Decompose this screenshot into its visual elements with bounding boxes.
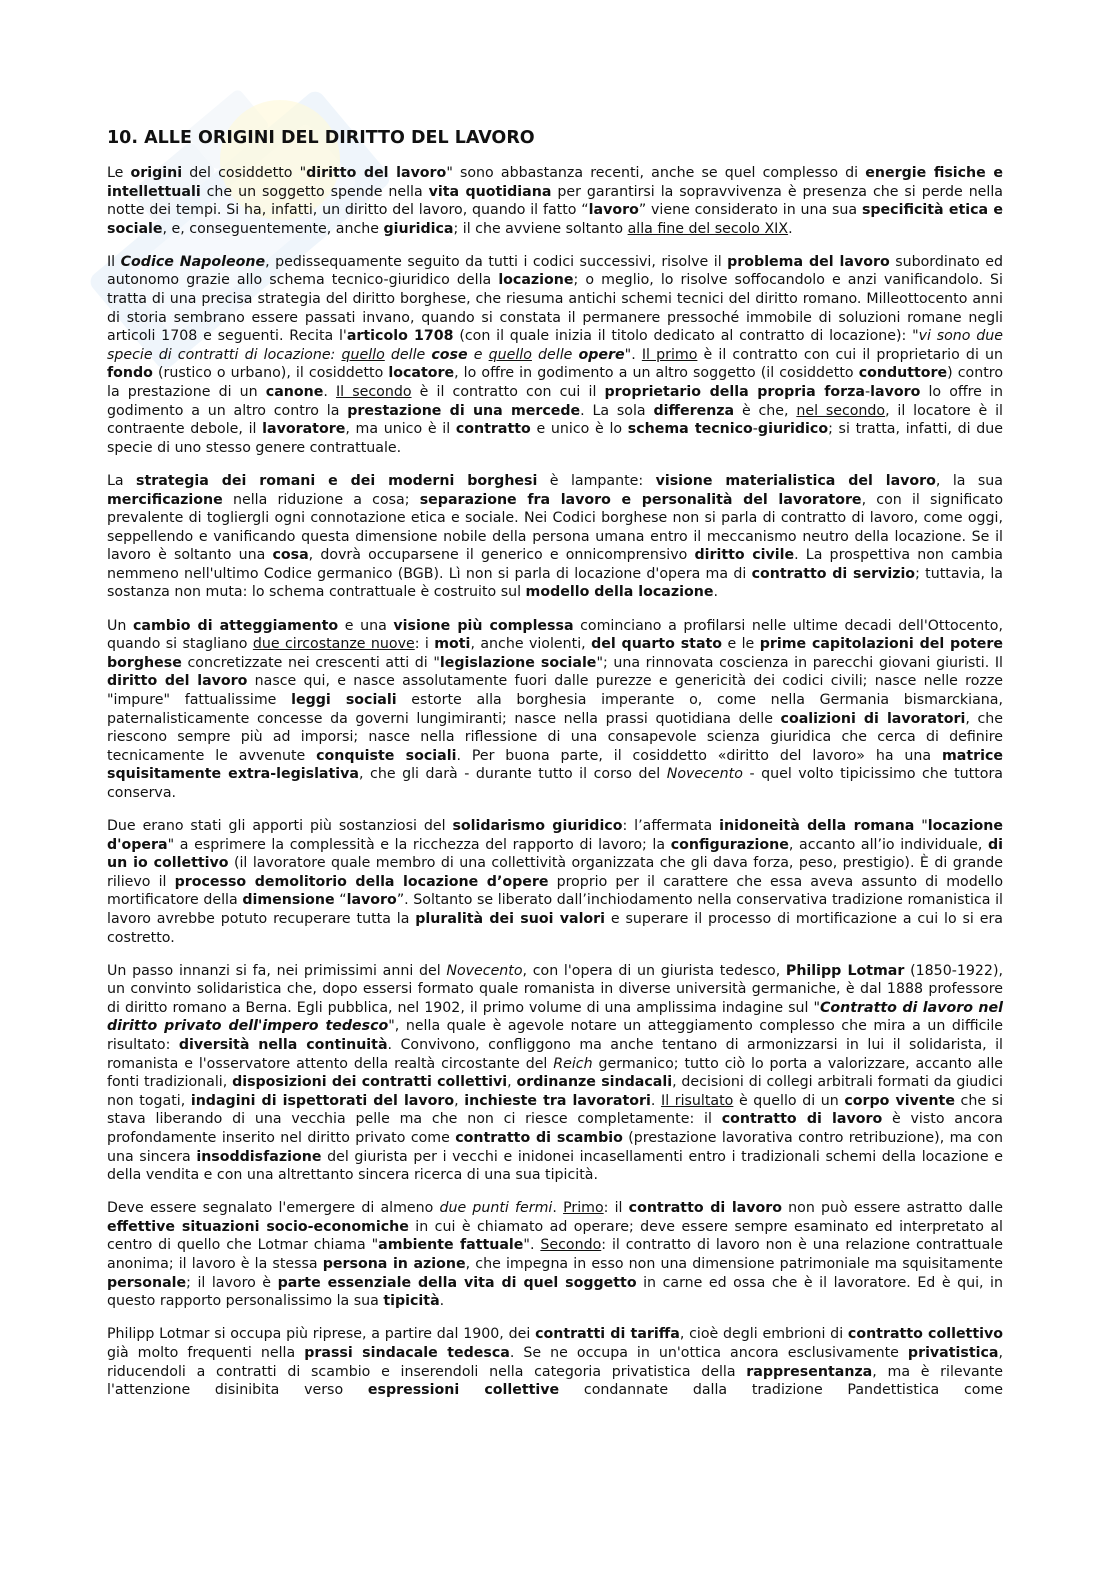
- text-run: Philipp Lotmar si occupa più riprese, a partire dal 1900, dei: [107, 1326, 536, 1343]
- paragraph: [107, 962, 1003, 1185]
- text-run: - quel volto tipicissimo che tuttora conserva.: [107, 766, 1003, 801]
- emphasis-text: canone: [265, 384, 324, 401]
- text-run: Un passo innanzi si fa, nei primissimi anni del: [107, 962, 447, 979]
- text-run: e unico è lo: [530, 421, 628, 438]
- text-run: Un: [107, 617, 133, 634]
- emphasis-text: contratto di lavoro: [628, 1200, 782, 1217]
- emphasis-text: modello della locazione: [525, 584, 714, 601]
- text-run: Le: [107, 165, 131, 181]
- emphasis-text: visione più complessa: [393, 617, 574, 634]
- text-run: Secondo: [540, 1237, 602, 1254]
- text-run: concretizzate nei crescenti atti di ": [181, 654, 440, 671]
- text-run: : il: [603, 1200, 629, 1217]
- emphasis-text: rappresentanza: [746, 1363, 873, 1380]
- emphasis-text: del quarto stato: [591, 636, 723, 653]
- paragraph: [107, 817, 1003, 947]
- text-run: . La prospettiva non cambia nemmeno nell'ultimo Codice germanico (BGB). Lì non si parla di locazione d'opera ma di: [107, 547, 1003, 582]
- emphasis-text: personale: [107, 1274, 187, 1291]
- emphasis-text: contratti di tariffa: [535, 1326, 680, 1343]
- emphasis-text: fondo: [107, 365, 153, 382]
- emphasis-text: giuridico: [757, 421, 829, 438]
- emphasis-text: giuridica: [383, 220, 454, 237]
- text-run: .: [439, 1293, 445, 1310]
- text-run: Il risultato: [661, 1092, 734, 1109]
- text-run: quello: [488, 346, 532, 363]
- text-run: Novecento: [666, 766, 743, 783]
- text-run: ; il che avviene soltanto: [453, 220, 628, 237]
- emphasis-text: schema tecnico: [627, 421, 753, 438]
- text-run: , che riescono sempre più ad imporsi; nasce nella riflessione di una consapevole scienza giuridica che cerca di definire tecnicamente le avvenute: [107, 710, 1003, 764]
- text-run: già molto frequenti nella: [107, 1344, 305, 1361]
- emphasis-text: persona in azione: [322, 1256, 466, 1273]
- text-run: , accanto all’io individuale,: [788, 836, 988, 853]
- paragraph: [107, 1199, 1003, 1311]
- text-run: alla fine del secolo XIX: [627, 220, 789, 237]
- emphasis-text: diritto del lavoro: [107, 673, 248, 690]
- emphasis-text: dimensione: [242, 892, 335, 909]
- text-run: , che gli darà - durante tutto il corso del: [358, 766, 667, 783]
- emphasis-text: cambio di atteggiamento: [132, 617, 339, 634]
- text-run: “: [334, 892, 347, 909]
- text-run: cominciano a profilarsi nelle ultime decadi dell'Ottocento, quando si stagliano: [107, 617, 1003, 653]
- emphasis-text: mercificazione: [107, 491, 223, 508]
- emphasis-text: inchieste tra lavoratori: [464, 1092, 651, 1109]
- emphasis-text: privatistica: [907, 1344, 999, 1361]
- emphasis-text: prime capitolazioni del potere borghese: [107, 636, 1003, 671]
- text-run: . La sola: [580, 402, 654, 419]
- text-run: ”. Soltanto se liberato dall’inchiodamento nella conservativa tradizione romanistica il lavoro avrebbe potuto recuperare tutta la: [107, 892, 1003, 927]
- text-run: ” viene considerato in una sua: [638, 202, 862, 219]
- emphasis-text: visione materialistica del lavoro: [655, 472, 936, 489]
- text-run: Novecento: [446, 962, 523, 979]
- text-run: ,: [507, 1074, 517, 1091]
- text-run: nel secondo: [796, 402, 886, 419]
- emphasis-text: conduttore: [858, 365, 948, 382]
- emphasis-text: contratto di servizio: [751, 565, 916, 582]
- text-run: ", nella quale è agevole notare un atteggiamento complesso che mira a un difficile risultato:: [107, 1018, 1003, 1054]
- text-run: , pedissequamente seguito da tutti i codici successivi, risolve il: [265, 253, 728, 270]
- text-run: è visto ancora profondamente inserito nel diritto privato come: [107, 1111, 1003, 1146]
- text-run: subordinato ed autonomo grazie allo schema tecnico-giuridico della: [107, 253, 1003, 289]
- emphasis-text: processo demolitorio della locazione d’opere: [174, 873, 549, 890]
- emphasis-text: articolo 1708: [346, 328, 454, 345]
- text-run: lo offre in godimento a un altro contro la: [107, 384, 1003, 419]
- emphasis-text: ordinanze sindacali: [516, 1074, 673, 1091]
- emphasis-text: conquiste sociali: [316, 747, 457, 764]
- text-run: del cosiddetto ": [182, 165, 307, 181]
- emphasis-text: parte essenziale della vita di quel soggetto: [277, 1274, 637, 1291]
- text-run: (prestazione lavorativa contro retribuzione), ma con una sincera: [107, 1130, 1004, 1165]
- emphasis-text: corpo vivente: [844, 1092, 955, 1109]
- emphasis-text: configurazione: [670, 836, 789, 853]
- text-run: germanico; tutto ciò lo porta a valorizzare, accanto alle fonti tradizionali,: [107, 1055, 1003, 1091]
- text-run: due punti fermi: [439, 1200, 553, 1217]
- emphasis-text: legislazione sociale: [439, 654, 597, 671]
- emphasis-text: matrice squisitamente extra-legislativa: [107, 747, 1003, 783]
- text-run: Primo: [563, 1200, 604, 1217]
- text-run: . Convivono, confliggono ma anche tentano di armonizzarsi in lui il solidarista, il romanista e l'osservatore attento della realtà circostante del: [107, 1037, 1003, 1072]
- text-run: Il primo: [641, 346, 698, 363]
- text-run: , con l'opera di un giurista tedesco,: [522, 962, 786, 979]
- emphasis-text: cosa: [272, 547, 309, 564]
- emphasis-text: differenza: [653, 402, 735, 419]
- emphasis-text: espressioni collettive: [367, 1382, 560, 1399]
- emphasis-text: strategia dei romani e dei moderni borghesi: [136, 472, 538, 489]
- text-run: Due erano stati gli apporti più sostanziosi del: [107, 818, 453, 834]
- emphasis-text: cose: [431, 346, 468, 363]
- text-run: per garantirsi la sopravvivenza è presenza che si perde nella notte dei tempi. Si ha, infatti, un diritto del lavoro, quando il fatto “: [107, 183, 1003, 219]
- emphasis-text: locatore: [388, 365, 455, 382]
- text-run: è il contratto con cui il proprietario di un: [697, 346, 1003, 363]
- emphasis-text: diritto del lavoro: [306, 165, 447, 181]
- text-run: e superare il processo di mortificazione a cui lo si era costretto.: [107, 910, 1003, 946]
- emphasis-text: energie fisiche e intellettuali: [107, 165, 1003, 200]
- text-run: , decisioni di collegi arbitrali formati da giudici non togati,: [107, 1074, 1003, 1109]
- text-run: condannate dalla tradizione Pandettistica come: [559, 1382, 1003, 1399]
- text-run: ; tuttavia, la sostanza non muta: lo schema contrattuale è costruito sul: [107, 565, 1003, 601]
- text-run: non può essere astratto dalle: [782, 1200, 1003, 1217]
- text-run: (rustico o urbano), il cosiddetto: [152, 365, 389, 382]
- text-run: quello: [341, 346, 385, 363]
- emphasis-text: prassi sindacale tedesca: [304, 1344, 510, 1361]
- text-run: , che impegna in esso non una dimensione patrimoniale ma squisitamente: [465, 1256, 1003, 1273]
- emphasis-text: proprietario della propria forza: [604, 384, 866, 401]
- text-run: delle: [384, 346, 432, 363]
- emphasis-text: contratto collettivo: [847, 1326, 1003, 1343]
- text-run: " a esprimere la complessità e la ricchezza del rapporto di lavoro; la: [167, 836, 671, 853]
- text-run: La: [107, 472, 137, 489]
- emphasis-text: vita quotidiana: [428, 183, 552, 200]
- emphasis-text: coalizioni di lavoratori: [780, 710, 966, 727]
- emphasis-text: diritto civile: [694, 547, 795, 564]
- text-run: "; una rinnovata coscienza in parecchi giovani giuristi. Il: [596, 654, 1003, 671]
- text-run: ; o meglio, lo risolve soffocandolo e anzi vanificandolo. Si tratta di una precisa strategia del diritto borghese, che riesuma antichi schemi tecnici del diritto romano. Milleottocento anni di storia sembrano essere passati invano, quando si constata il permanere pressoché immobile di soluzioni romane negli articoli 1708 e seguenti. Recita l': [107, 272, 1003, 345]
- document-body: [107, 164, 1003, 1400]
- emphasis-text: indagini di ispettorati del lavoro: [190, 1092, 455, 1109]
- paragraph: [107, 1325, 1003, 1399]
- text-run: -: [865, 384, 871, 401]
- text-run: ; il lavoro è: [186, 1274, 278, 1291]
- emphasis-text: opere: [578, 346, 625, 363]
- text-run: , con il significato prevalente di togliergli ogni connotazione etica e sociale. Nei Codici borghese non si parla di contratto di lavoro, come oggi, seppellendo e vanificando questa dimensione nobile della persona umana entro il meccanismo neutro della locazione. Se il lavoro è soltanto una: [107, 491, 1004, 564]
- emphasis-text: pluralità dei suoi valori: [415, 910, 606, 927]
- emphasis-text: effettive situazioni socio-economiche: [107, 1218, 409, 1235]
- emphasis-text: lavoro: [870, 384, 921, 401]
- text-run: " sono abbastanza recenti, anche se quel complesso di: [446, 165, 866, 181]
- emphasis-text: ambiente fattuale: [378, 1237, 524, 1254]
- emphasis-text: disposizioni dei contratti collettivi: [232, 1074, 508, 1091]
- emphasis-text: inidoneità della romana: [719, 818, 915, 834]
- text-run: : il contratto di lavoro non è una relazione contrattuale anonima; il lavoro è la stessa: [107, 1237, 1003, 1273]
- emphasis-text: origini: [130, 165, 183, 181]
- text-run: che si stava liberando di una vecchia pelle ma che non ci riesce completamente: il: [107, 1092, 1004, 1128]
- text-run: e: [467, 346, 489, 363]
- emphasis-text: lavoratore: [262, 421, 346, 438]
- emphasis-text: locazione: [498, 272, 574, 289]
- text-run: ".: [523, 1237, 541, 1254]
- emphasis-text: di un io collettivo: [107, 836, 1003, 872]
- text-run: delle: [531, 346, 579, 363]
- text-run: . Per buona parte, il cosiddetto «diritto del lavoro» ha una: [456, 747, 942, 764]
- text-run: , ma unico è il: [345, 421, 456, 438]
- emphasis-text: diversità nella continuità: [178, 1037, 388, 1054]
- text-run: ,: [454, 1092, 465, 1109]
- text-run: ": [914, 818, 928, 834]
- paragraph: [107, 253, 1003, 458]
- emphasis-text: moti: [434, 636, 471, 653]
- text-run: (1850-1922), un convinto solidaristica che, dopo essersi formato quale romanista in diverse università germaniche, è dal 1888 professore di diritto romano a Berna. Egli pubblica, nel 1902, il primo volume di una amplissima indagine sul ": [107, 962, 1003, 1016]
- text-run: .: [713, 584, 718, 601]
- text-run: , cioè degli embrioni di: [679, 1326, 848, 1343]
- text-run: proprio per il carattere che essa aveva assunto di modello mortificatore della: [107, 873, 1003, 909]
- text-run: due circostanze nuove: [252, 636, 415, 653]
- text-run: : l’affermata: [622, 818, 720, 834]
- text-run: .: [552, 1200, 564, 1217]
- text-run: . Se ne occupa in un'ottica ancora esclusivamente: [509, 1344, 908, 1361]
- emphasis-text: prestazione di una mercede: [347, 402, 581, 419]
- paragraph: [107, 164, 1003, 238]
- page-title: 10. ALLE ORIGINI DEL DIRITTO DEL LAVORO: [107, 128, 535, 148]
- text-run: vi sono due specie di contratti di locazione:: [107, 328, 1003, 363]
- emphasis-text: problema del lavoro: [727, 253, 890, 270]
- text-run: Il: [107, 253, 121, 270]
- text-run: : i: [414, 636, 435, 653]
- text-run: in cui è chiamato ad operare; deve essere sempre esaminato ed interpretato al centro di quello che Lotmar chiama ": [107, 1218, 1003, 1254]
- text-run: è il contratto con cui il: [411, 384, 605, 401]
- emphasis-text: separazione fra lavoro e personalità del lavoratore: [419, 491, 862, 508]
- emphasis-text: Contratto di lavoro nel diritto privato dell'impero tedesco: [107, 999, 1003, 1035]
- text-run: .: [788, 220, 793, 237]
- text-run: ; si tratta, infatti, di due specie di uno stesso genere contrattuale.: [107, 421, 1003, 456]
- text-run: , la sua: [935, 472, 1003, 489]
- paragraph: [107, 617, 1003, 803]
- text-run: Il secondo: [335, 384, 412, 401]
- text-run: , e, conseguentemente, anche: [162, 220, 384, 237]
- text-run: .: [650, 1092, 662, 1109]
- text-run: Reich: [553, 1055, 593, 1072]
- text-run: nasce qui, e nasce assolutamente fuori dalle purezze e genericità dei codici civili; nasce nelle rozze "impure" fattualissime: [107, 673, 1003, 708]
- text-run: è che,: [734, 402, 797, 419]
- text-run: nella riduzione a cosa;: [222, 491, 420, 508]
- text-run: (con il quale inizia il titolo dedicato al contratto di locazione): ": [453, 328, 919, 345]
- text-run: estorte alla borghesia imperante o, come nella Germania bismarckiana, paternalisticamente concesse da governi lungimiranti; nasce nella prassi quotidiana delle: [107, 691, 1003, 727]
- text-run: -: [752, 421, 758, 438]
- text-run: in carne ed ossa che è il lavoratore. Ed è qui, in questo rapporto personalissimo la sua: [107, 1274, 1003, 1310]
- text-run: .: [323, 384, 336, 401]
- text-run: e una: [338, 617, 394, 634]
- text-run: , riducendoli a contratti di scambio e inserendoli nella categoria privatistica della: [107, 1344, 1003, 1380]
- emphasis-text: insoddisfazione: [196, 1148, 322, 1165]
- emphasis-text: contratto di scambio: [455, 1130, 623, 1146]
- text-run: è quello di un: [733, 1092, 845, 1109]
- text-run: ) contro la prestazione di un: [107, 365, 1003, 401]
- emphasis-text: lavoro: [588, 202, 639, 219]
- emphasis-text: Codice Napoleone: [120, 253, 266, 270]
- emphasis-text: Philipp Lotmar: [785, 962, 905, 979]
- text-run: , ma è rilevante l'attenzione disinibita verso: [107, 1363, 1003, 1399]
- text-run: del giurista per i vecchi e inidonei incasellamenti entro i tradizionali schemi della locazione e della vendita e con una altrettanto sincera ricerca di una sua tipicità.: [107, 1148, 1003, 1184]
- text-run: ".: [624, 346, 642, 363]
- paragraph: [107, 472, 1003, 602]
- emphasis-text: specificità etica e sociale: [107, 202, 1003, 237]
- text-run: e le: [722, 636, 760, 653]
- text-run: , dovrà occuparsene il generico e onnicomprensivo: [308, 547, 695, 564]
- text-run: è lampante:: [537, 472, 656, 489]
- emphasis-text: solidarismo giuridico: [452, 818, 623, 834]
- text-run: che un soggetto spende nella: [200, 183, 429, 200]
- text-run: Deve essere segnalato l'emergere di almeno: [107, 1200, 440, 1217]
- emphasis-text: lavoro: [346, 892, 397, 909]
- text-run: , anche violenti,: [470, 636, 592, 653]
- text-run: , lo offre in godimento a un altro soggetto (il cosiddetto: [454, 365, 859, 382]
- emphasis-text: locazione d'opera: [107, 818, 1003, 853]
- text-run: (il lavoratore quale membro di una collettività organizzata che gli dava forza, peso, prestigio). È di grande rilievo il: [107, 855, 1003, 890]
- document-page: [107, 128, 1003, 1414]
- emphasis-text: contratto: [455, 421, 531, 438]
- emphasis-text: leggi sociali: [291, 691, 397, 708]
- emphasis-text: contratto di lavoro: [721, 1111, 883, 1128]
- emphasis-text: tipicità: [383, 1293, 440, 1310]
- text-run: , il locatore è il contraente debole, il: [107, 402, 1003, 438]
